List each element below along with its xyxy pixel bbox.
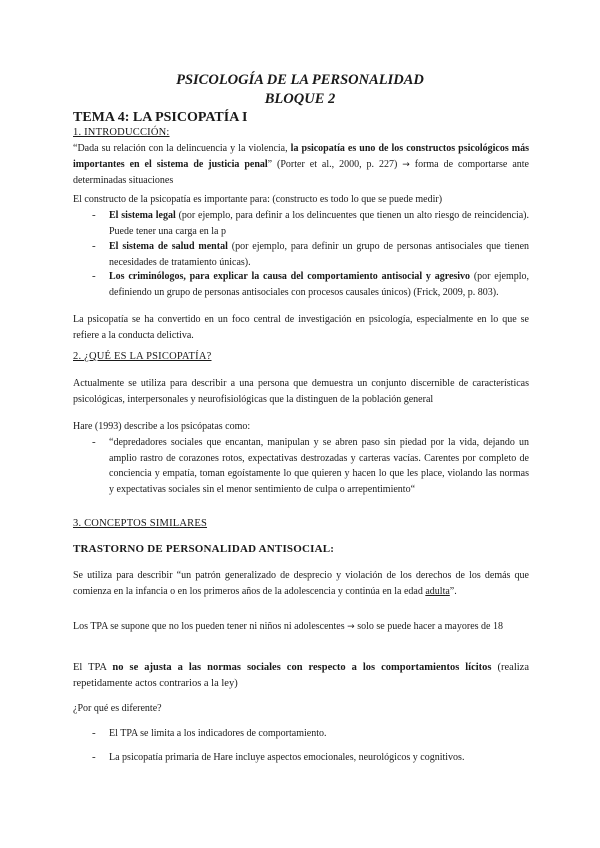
- bullet-marker: -: [92, 751, 96, 763]
- intro-paragraph-3: La psicopatía se ha convertido en un foco central de investigación en psicología, especialmente en lo que se refiere a la conducta delictiva.: [73, 314, 529, 341]
- bullet-marker: -: [92, 240, 96, 252]
- tema-heading: TEMA 4: LA PSICOPATÍA I: [73, 110, 248, 125]
- bullet-marker: -: [92, 270, 96, 282]
- tpa-question: ¿Por qué es diferente?: [73, 703, 162, 714]
- bullet-marker: -: [92, 727, 96, 739]
- tpa-paragraph-1: Se utiliza para describir “un patrón generalizado de desprecio y violación de los derechos de los demás que comienza en la infancia o en los primeros años de la adolescencia y continúa en la edad adulta”.: [73, 570, 529, 597]
- list-item: Los criminólogos, para explicar la causa del comportamiento antisocial y agresivo (por ejemplo, definiendo un grupo de personas antisociales con procesos causales únicos) (Frick, 2009, p. 803).: [109, 271, 530, 298]
- bullet-marker: -: [92, 209, 96, 221]
- bullet-marker: -: [92, 436, 96, 448]
- arrow-icon: →: [402, 159, 410, 170]
- list-item: La psicopatía primaria de Hare incluye aspectos emocionales, neurológicos y cognitivos.: [109, 752, 465, 763]
- arrow-icon: →: [347, 622, 355, 632]
- document-title: PSICOLOGÍA DE LA PERSONALIDAD: [176, 72, 424, 88]
- section-heading-intro: 1. INTRODUCCIÓN:: [73, 127, 170, 138]
- document-subtitle: BLOQUE 2: [264, 91, 336, 107]
- tpa-paragraph-2: Los TPA se supone que no los pueden tener ni niños ni adolescentes → solo se puede hacer a mayores de 18: [73, 621, 503, 632]
- que-es-paragraph-1: Actualmente se utiliza para describir a una persona que demuestra un conjunto discernible de características psicológicas, interpersonales y neurofisiológicas que la distinguen de la población general: [73, 378, 529, 405]
- tpa-paragraph-3: El TPA no se ajusta a las normas sociales con respecto a los comportamientos lícitos (realiza repetidamente actos contrarios a la ley): [73, 662, 529, 689]
- intro-paragraph-1: “Dada su relación con la delincuencia y la violencia, la psicopatía es uno de los constructos psicológicos más importantes en el sistema de justicia penal” (Porter et al., 2000, p. 227) → forma de comportarse ante determinadas situaciones: [73, 143, 529, 186]
- tpa-heading: TRASTORNO DE PERSONALIDAD ANTISOCIAL:: [73, 543, 335, 555]
- list-item: El TPA se limita a los indicadores de comportamiento.: [109, 728, 327, 739]
- intro-paragraph-2: El constructo de la psicopatía es importante para: (constructo es todo lo que se puede medir): [73, 194, 443, 205]
- hare-quote: “depredadores sociales que encantan, manipulan y se abren paso sin piedad por la vida, dejando un amplio rastro de corazones rotos, expectativas destrozadas y carteras vacías. Carentes por completo de conciencia y empatía, toman egoístamente lo que quieren y hacen lo que les place, violando las normas y expectativas sociales sin el menor sentimiento de culpa o arrepentimiento“: [109, 437, 529, 495]
- list-item: El sistema de salud mental (por ejemplo, para definir un grupo de personas antisociales que tienen necesidades de tratamiento únicas).: [109, 241, 530, 268]
- section-heading-que-es: 2. ¿QUÉ ES LA PSICOPATÍA?: [73, 351, 212, 362]
- list-item: El sistema legal (por ejemplo, para definir a los delincuentes que tienen un alto riesgo de reincidencia). Puede tener una carga en la p: [109, 210, 529, 237]
- section-heading-conceptos: 3. CONCEPTOS SIMILARES: [73, 518, 208, 529]
- que-es-paragraph-2: Hare (1993) describe a los psicópatas como:: [73, 421, 251, 432]
